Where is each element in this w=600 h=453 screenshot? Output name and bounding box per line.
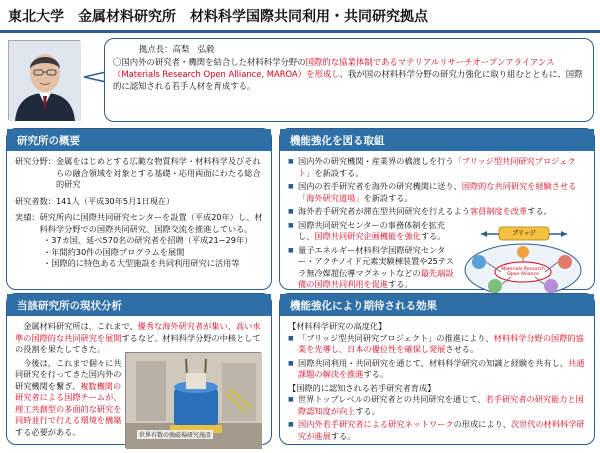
functions-panel [279,128,595,290]
function-item: ■ 量子エネルギー材料科学国際研究センター・アクチノイド元素実験棟装置や25テスラ無冷媒超伝導マグネットなどの最先端設備の国際共同利用を促進する。 [288,245,457,291]
effects-section-1: 【材料科学研究の高度化】 [288,321,387,331]
bubble-tail [84,70,106,84]
mission-text [113,56,585,92]
director-portrait [8,40,80,120]
mission-emphasis-2: を形成し [306,69,340,79]
overview-heading: 研究所の概要 [7,129,271,151]
staff-count-key: 研究者数： [15,195,56,206]
mission-text-2: 、我が国の材料科学分野の研究力強化に取り組むとともに、国際的に認知される若手人材を育成する。 [113,69,583,91]
staff-count-value: 141人（平成30年5月1日現在） [55,195,175,206]
mission-alliance-name: （Materials Research Open Alliance, MAROA） [113,69,307,79]
functions-heading: 機能強化を図る取組 [280,129,594,151]
mission-text-1: 〇国内外の研究者・機関を結合した材料科学分野の [113,57,306,67]
results-item: ・37カ国、延べ570名の研究者を招聘（平成21−29年） [43,235,253,245]
results-row [15,212,263,235]
effects-heading: 機能強化により期待される効果 [280,294,594,316]
analysis-panel [6,293,272,445]
title-underline [0,30,600,33]
effect-item: ■ 国内外若手研究者による研究ネットワークの形成により、次世代の材料科学研究が進展する。 [288,419,586,442]
analysis-paragraph-2: 今後は、これまで個々に共同研究を行ってきた国内外の研究機関を繋ぎ、複数機関の研究者による国際チームが、理工共創型の多面的な研究を同時並行で行える環境を構築する必要がある。 [15,357,122,437]
staff-count-row [15,196,263,208]
research-field-row [15,156,263,191]
function-item: ■ 国内外の研究機関・産業界の橋渡しを行う「ブリッジ型共同研究プロジェクト」を新設する。 [288,156,586,179]
effect-item: ■ 国際共同利用・共同研究を通じて、材料科学研究の知識と経験を共有し、共通課題の解決を推進する。 [288,358,586,381]
director-statement [104,38,594,122]
analysis-heading: 当該研究所の現状分析 [7,294,271,316]
effect-item: ■ 「ブリッジ型共同研究プロジェクト」の推進により、材料科学分野の国際的協業を先導し、日本の優位性を確保し発展させる。 [288,333,586,356]
research-field-key: 研究分野： [15,156,56,166]
function-item: ■ 海外若手研究者が滞在型共同研究を行えるよう客員制度を改革する。 [288,206,586,218]
page-title: 東北大学 金属材料研究所 材料科学国際共同利用・共同研究拠点 [8,9,428,25]
bridge-label: ブリッジ [512,229,536,237]
results-item: ・年間約30件の国際プログラムを展開 [43,246,185,257]
analysis-paragraph-1: 金属材料研究所は、これまで、優秀な海外研究者が集い、高い水準の国際的な共同研究を展開するなど、材料科学分野の中核としての役割を果たしてきた。 [15,321,261,354]
results-key: 実績： [15,212,40,222]
function-item: ■ 国際共同研究センターの事務体制を拡充し、国際共同研究企画機能を強化する。 [288,220,457,243]
research-field-value: 金属をはじめとする広範な物質科学・材料科学及びそれらの融合領域を対象とする基礎・応用両面にわたる総合的研究 [55,156,261,189]
director-name: 拠点長：高梨 弘毅 [139,44,215,54]
function-item: ■ 国内の若手研究者を海外の研究機関に送り、国際的な共同研究を経験させる「海外研究道場」を新設する。 [288,181,586,204]
effects-panel [279,293,595,445]
overview-panel [6,128,272,290]
photo-caption: 世界有数の強磁場研究施設 [139,432,212,439]
mission-emphasis-1: 国際的な協業体制であるマテリアルリサーチオープンアライアンス [305,57,555,67]
results-value: 研究所内に国際共同研究センターを設置（平成20年）し、材料科学分野での国際共同研究、国際交流を推進している。 [39,212,263,234]
effects-section-2: 【国際的に認知される若手研究者育成】 [288,382,436,393]
alliance-center-label: Materials Research Open Alliance [501,266,545,277]
effect-item: ■ 世界トップレベルの研究者との共同研究を通じて、若手研究者の研究能力と国際認知度が向上する。 [288,394,586,417]
results-item: ・国際的に特色ある大型施設を共同利用研究に活用等 [43,258,240,268]
